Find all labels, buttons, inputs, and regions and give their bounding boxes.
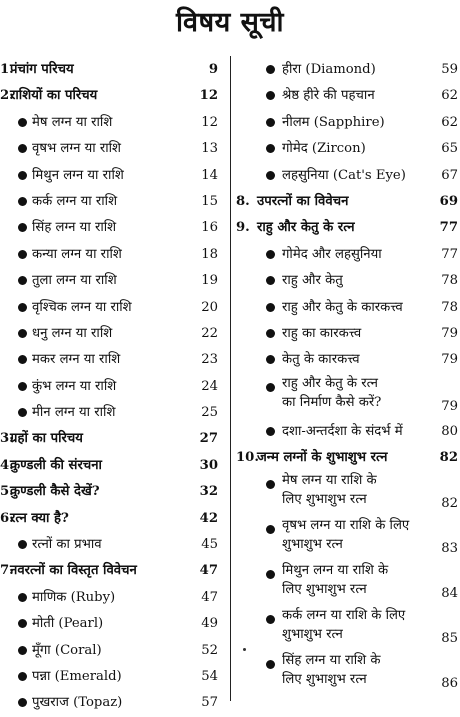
page-number: 77 [439, 220, 458, 236]
page-number: 23 [201, 352, 218, 368]
bullet-icon [266, 570, 275, 579]
chapter-title: कुण्डली की संरचना [10, 457, 102, 473]
bullet-icon [18, 303, 27, 312]
bullet-icon [266, 383, 275, 392]
page-number: 85 [441, 631, 458, 647]
bullet-icon [266, 171, 275, 180]
page-number: 82 [441, 496, 458, 512]
page-number: 45 [201, 537, 218, 553]
entry-title-line2: लिए शुभाशुभ रत्न [282, 582, 367, 598]
page-number: 12 [201, 114, 218, 130]
toc-sub-entry [236, 471, 458, 516]
entry-title: राहु का कारकत्त्व [282, 325, 362, 341]
entry-title-line1: सिंह लग्न या राशि के [282, 653, 381, 669]
page-number: 14 [201, 167, 218, 183]
toc-chapter-entry [0, 558, 218, 584]
bullet-icon [18, 382, 27, 391]
chapter-title: उपरत्नों का विवेचन [257, 193, 349, 209]
entry-title-line2: का निर्माण कैसे करें? [282, 394, 382, 410]
entry-title-line1: राहु और केतु के रत्न [282, 375, 378, 391]
toc-sub-entry [0, 400, 218, 426]
entry-title [282, 471, 377, 509]
bullet-icon [18, 118, 27, 127]
entry-title: राहु और केतु [282, 273, 343, 289]
toc-sub-entry [236, 242, 458, 268]
chapter-number: 8. [236, 193, 250, 209]
page-number: 16 [201, 220, 218, 236]
toc-chapter-entry [0, 479, 218, 505]
toc-sub-entry [0, 347, 218, 373]
toc-sub-entry [0, 611, 218, 637]
page-number: 83 [441, 541, 458, 557]
bullet-icon [18, 329, 27, 338]
toc-sub-entry [236, 136, 458, 162]
bullet-icon [18, 408, 27, 417]
bullet-icon [266, 355, 275, 364]
toc-chapter-entry [0, 57, 218, 83]
toc-sub-entry [0, 690, 218, 716]
page-number: 52 [201, 642, 218, 658]
page-number: 42 [199, 510, 218, 526]
entry-title: पन्ना (Emerald) [32, 668, 122, 684]
page-number: 69 [439, 193, 458, 209]
page-number: 24 [201, 378, 218, 394]
page-number: 20 [201, 299, 218, 315]
bullet-icon [18, 698, 27, 707]
page-number: 62 [441, 114, 458, 130]
bullet-icon [266, 276, 275, 285]
entry-title: मिथुन लग्न या राशि [32, 167, 124, 183]
entry-title: दशा-अन्तर्दशा के संदर्भ में [282, 423, 403, 439]
toc-chapter-entry [0, 506, 218, 532]
page-title: विषय सूची [175, 7, 285, 38]
toc-sub-entry [236, 321, 458, 347]
entry-title-line2: शुभाशुभ रत्न [282, 627, 343, 643]
toc-sub-entry [236, 295, 458, 321]
bullet-icon [18, 197, 27, 206]
page-number: 82 [439, 450, 458, 466]
page-number: 9 [208, 62, 218, 77]
entry-title: पुखराज (Topaz) [32, 695, 123, 711]
bullet-icon [18, 144, 27, 153]
entry-title-line1: वृषभ लग्न या राशि के लिए [282, 518, 410, 534]
toc-sub-entry [236, 57, 458, 83]
entry-title: कन्या लग्न या राशि [32, 246, 122, 262]
bullet-icon [18, 250, 27, 259]
entry-title-line2: लिए शुभाशुभ रत्न [282, 492, 367, 508]
entry-title: रत्नों का प्रभाव [32, 537, 102, 553]
chapter-title: नवरत्नों का विस्तृत विवेचन [10, 563, 137, 579]
page-number: 54 [201, 668, 218, 684]
chapter-number: 9. [236, 220, 250, 236]
page-number: 15 [201, 193, 218, 209]
toc-left-column [0, 57, 225, 717]
toc-sub-entry [0, 374, 218, 400]
toc-chapter-entry [236, 445, 458, 471]
entry-title-line2: शुभाशुभ रत्न [282, 537, 343, 553]
page-number: 47 [201, 589, 218, 605]
chapter-title: ग्रहों का परिचय [10, 431, 83, 447]
page-number: 49 [201, 616, 218, 632]
entry-title-line2: लिए शुभाशुभ रत्न [282, 672, 367, 688]
entry-title: मीन लग्न या राशि [32, 405, 116, 421]
toc-chapter-entry [0, 83, 218, 109]
page-number: 80 [441, 423, 458, 439]
entry-title [282, 516, 409, 554]
bullet-icon [266, 427, 275, 436]
entry-title: वृषभ लग्न या राशि [32, 141, 122, 157]
toc-sub-entry [0, 268, 218, 294]
bullet-icon [266, 525, 275, 534]
chapter-title: जन्म लग्नों के शुभाशुभ रत्न [257, 450, 388, 466]
toc-sub-entry [0, 215, 218, 241]
page-number: 78 [441, 273, 458, 289]
toc-sub-entry [0, 321, 218, 347]
bullet-icon [266, 303, 275, 312]
page-number: 57 [201, 695, 218, 711]
bullet-icon [18, 619, 27, 628]
entry-title: सिंह लग्न या राशि [32, 220, 117, 236]
chapter-number: 4. [0, 457, 14, 473]
bullet-icon [266, 91, 275, 100]
entry-title: कुंभ लग्न या राशि [32, 378, 117, 394]
page-number: 47 [199, 563, 218, 579]
entry-title: गोमेद (Zircon) [282, 141, 366, 157]
chapter-title: राहु और केतु के रत्न [257, 220, 355, 236]
page-number: 32 [199, 484, 218, 500]
entry-title-line1: मिथुन लग्न या राशि के [282, 563, 389, 579]
entry-title: केतु के कारकत्त्व [282, 352, 360, 368]
entry-title: मोती (Pearl) [32, 616, 104, 632]
toc-sub-entry [236, 347, 458, 373]
entry-title [282, 561, 388, 599]
entry-title: तुला लग्न या राशि [32, 273, 117, 289]
entry-title: श्रेष्ठ हीरे की पहचान [282, 88, 375, 104]
bullet-icon [266, 250, 275, 259]
bullet-icon [266, 118, 275, 127]
bullet-icon [18, 593, 27, 602]
toc-sub-entry [236, 561, 458, 606]
bullet-icon [266, 480, 275, 489]
page-number: 79 [441, 352, 458, 368]
page-number: 86 [441, 676, 458, 692]
chapter-number: 6. [0, 510, 14, 526]
chapter-title: रत्न क्या है? [10, 510, 69, 526]
entry-title-line1: मेष लग्न या राशि के [282, 473, 377, 489]
chapter-number: 7. [0, 563, 14, 579]
bullet-icon [18, 355, 27, 364]
page-number: 79 [441, 325, 458, 341]
page-number: 13 [201, 141, 218, 157]
page-number: 59 [441, 62, 458, 77]
toc-sub-entry [0, 585, 218, 611]
page-number: 77 [441, 246, 458, 262]
toc-chapter-entry [0, 426, 218, 452]
entry-title: नीलम (Sapphire) [282, 114, 385, 130]
toc-sub-entry [0, 638, 218, 664]
toc-sub-entry [236, 374, 458, 419]
toc-sub-entry [0, 242, 218, 268]
entry-title [282, 606, 405, 644]
toc-chapter-entry [236, 215, 458, 241]
toc-sub-entry [236, 606, 458, 651]
bullet-icon [266, 615, 275, 624]
page-number: 19 [201, 273, 218, 289]
entry-title: लहसुनिया (Cat's Eye) [282, 167, 406, 183]
entry-title: माणिक (Ruby) [32, 589, 116, 605]
bullet-icon [18, 171, 27, 180]
column-divider [230, 56, 231, 701]
chapter-title: कुण्डली कैसे देखें? [10, 484, 100, 500]
bullet-icon [18, 223, 27, 232]
bullet-icon [18, 540, 27, 549]
chapter-number: 10. [236, 450, 259, 466]
toc-sub-entry [0, 136, 218, 162]
bullet-icon [18, 276, 27, 285]
toc-right-column [236, 57, 460, 696]
entry-title: कर्क लग्न या राशि [32, 193, 118, 209]
toc-chapter-entry [236, 189, 458, 215]
toc-sub-entry [236, 110, 458, 136]
toc-sub-entry [236, 651, 458, 696]
toc-sub-entry [236, 83, 458, 109]
toc-sub-entry [0, 532, 218, 558]
page-number: 62 [441, 88, 458, 104]
entry-title: मूँगा (Coral) [32, 642, 102, 658]
chapter-title: पंचांग परिचय [10, 62, 74, 77]
entry-title [282, 651, 380, 689]
toc-sub-entry [236, 163, 458, 189]
chapter-number: 5. [0, 484, 14, 500]
entry-title: धनु लग्न या राशि [32, 325, 113, 341]
toc-sub-entry [0, 664, 218, 690]
chapter-number: 1. [0, 62, 14, 77]
bullet-icon [18, 672, 27, 681]
page-number: 22 [201, 325, 218, 341]
page-number: 30 [199, 457, 218, 473]
entry-title: गोमेद और लहसुनिया [282, 246, 382, 262]
toc-sub-entry [0, 110, 218, 136]
toc-sub-entry [0, 189, 218, 215]
page-number: 25 [201, 405, 218, 421]
page-number: 78 [441, 299, 458, 315]
entry-title: हीरा (Diamond) [282, 62, 376, 77]
bullet-icon [18, 646, 27, 655]
entry-title: मेष लग्न या राशि [32, 114, 113, 130]
toc-chapter-entry [0, 453, 218, 479]
entry-title-line1: कर्क लग्न या राशि के लिए [282, 608, 406, 624]
entry-title [282, 374, 381, 412]
entry-title: राहु और केतु के कारकत्त्व [282, 299, 403, 315]
page-number: 84 [441, 586, 458, 602]
toc-sub-entry [236, 419, 458, 445]
page-number: 12 [199, 88, 218, 104]
toc-sub-entry [236, 516, 458, 561]
entry-title: वृश्चिक लग्न या राशि [32, 299, 132, 315]
page-number: 18 [201, 246, 218, 262]
bullet-icon [266, 660, 275, 669]
page-number: 67 [441, 167, 458, 183]
page-number: 79 [441, 398, 458, 414]
chapter-number: 3. [0, 431, 14, 447]
toc-sub-entry [0, 295, 218, 321]
bullet-icon [266, 65, 275, 74]
bullet-icon [266, 144, 275, 153]
chapter-number: 2. [0, 88, 14, 104]
toc-sub-entry [0, 163, 218, 189]
entry-title: मकर लग्न या राशि [32, 352, 121, 368]
toc-sub-entry [236, 268, 458, 294]
page-number: 27 [199, 431, 218, 447]
bullet-icon [266, 329, 275, 338]
chapter-title: राशियों का परिचय [10, 88, 98, 104]
page-number: 65 [441, 141, 458, 157]
